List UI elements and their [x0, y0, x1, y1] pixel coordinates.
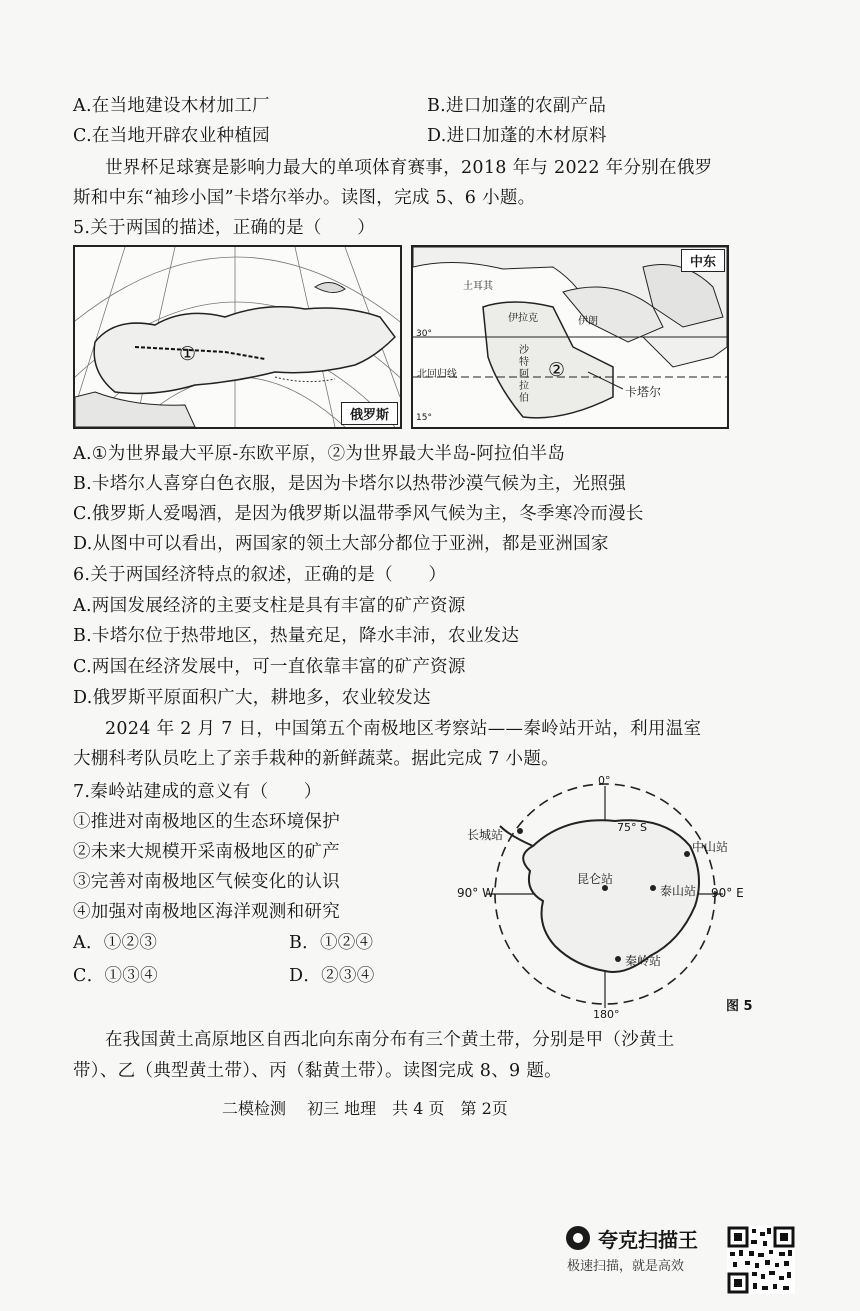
mideast-map [411, 245, 729, 429]
q7-option-c: C．①③④ [73, 966, 158, 986]
saudi-label: 沙特阿拉伯 [519, 345, 529, 404]
kunlun-label: 昆仑站 [577, 872, 614, 886]
mideast-label: 中东 [681, 249, 725, 272]
q6-stem: 6.关于两国经济特点的叙述，正确的是（ ） [73, 565, 447, 585]
scanner-brand [566, 1222, 721, 1272]
qr-code-icon [727, 1226, 795, 1294]
brand-logo-icon [566, 1226, 590, 1250]
q5-option-a: A.①为世界最大平原-东欧平原，②为世界最大半岛-阿拉伯半岛 [73, 444, 566, 464]
intro-5-6-line2: 斯和中东“袖珍小国”卡塔尔举办。读图，完成 5、6 小题。 [73, 188, 536, 208]
intro-7-line1: 2024 年 2 月 7 日，中国第五个南极地区考察站——秦岭站开站，利用温室 [105, 719, 702, 739]
q7-item-4: ④加强对南极地区海洋观测和研究 [73, 902, 340, 922]
brand-name: 夸克扫描王 [598, 1228, 698, 1252]
ant-bottom-label: 180° [593, 1008, 620, 1021]
changcheng-label: 长城站 [467, 828, 504, 842]
qinling-label: 秦岭站 [625, 954, 662, 968]
russia-map-drawing [75, 247, 400, 427]
tropic-label: 北回归线 [417, 369, 457, 380]
russia-map [73, 245, 402, 429]
intro-7-line2: 大棚科考队员吃上了亲手栽种的新鲜蔬菜。据此完成 7 小题。 [73, 749, 559, 769]
antarctic-map [455, 774, 755, 1021]
russia-label: 俄罗斯 [341, 402, 398, 425]
q7-option-a: A．①②③ [73, 933, 158, 953]
figure-caption: 图 5 [726, 999, 753, 1014]
intro-5-6-line1: 世界杯足球赛是影响力最大的单项体育赛事，2018 年与 2022 年分别在俄罗 [105, 158, 713, 178]
mideast-map-drawing [413, 247, 727, 427]
q5-option-c: C.俄罗斯人爱喝酒，是因为俄罗斯以温带季风气候为主，冬季寒冷而漫长 [73, 504, 644, 524]
q7-item-1: ①推进对南极地区的生态环境保护 [73, 812, 340, 832]
q7-option-b: B．①②④ [289, 933, 374, 953]
intro-8-9-line2: 带）、乙（典型黄土带）、丙（黏黄土带）。读图完成 8、9 题。 [73, 1061, 562, 1081]
iran-label: 伊朗 [578, 316, 598, 327]
lat15-label: 15° [416, 413, 432, 423]
q7-item-2: ②未来大规模开采南极地区的矿产 [73, 842, 340, 862]
q7-stem: 7.秦岭站建成的意义有（ ） [73, 782, 322, 802]
ant-top-label: 0° [598, 774, 611, 787]
q7-item-3: ③完善对南极地区气候变化的认识 [73, 872, 340, 892]
ant-west-label: 90° W [457, 886, 494, 900]
q4-option-c: C.在当地开辟农业种植园 [73, 126, 270, 146]
turkey-label: 土耳其 [463, 281, 493, 292]
page-footer: 二模检测 初三 地理 共 4 页 第 2页 [222, 1099, 508, 1118]
lat30-label: 30° [416, 329, 432, 339]
marker-1: ① [179, 343, 197, 365]
q6-option-c: C.两国在经济发展中，可一直依靠丰富的矿产资源 [73, 657, 466, 677]
ant-east-label: 90° E [711, 886, 744, 900]
taishan-label: 泰山站 [660, 884, 697, 898]
brand-slogan: 极速扫描，就是高效 [567, 1259, 685, 1274]
zhongshan-label: 中山站 [692, 840, 729, 854]
q5-option-b: B.卡塔尔人喜穿白色衣服，是因为卡塔尔以热带沙漠气候为主，光照强 [73, 474, 627, 494]
q5-stem: 5.关于两国的描述，正确的是（ ） [73, 218, 376, 238]
ant-lat-label: 75° S [617, 821, 647, 834]
q7-option-d: D．②③④ [289, 966, 375, 986]
q5-option-d: D.从图中可以看出，两国家的领土大部分都位于亚洲，都是亚洲国家 [73, 534, 609, 554]
q6-option-d: D.俄罗斯平原面积广大，耕地多，农业较发达 [73, 688, 431, 708]
q4-option-a: A.在当地建设木材加工厂 [73, 96, 270, 116]
q6-option-a: A.两国发展经济的主要支柱是具有丰富的矿产资源 [73, 596, 466, 616]
marker-2: ② [548, 359, 566, 381]
iraq-label: 伊拉克 [508, 313, 538, 324]
intro-8-9-line1: 在我国黄土高原地区自西北向东南分布有三个黄土带，分别是甲（沙黄土 [105, 1030, 675, 1050]
antarctic-map-drawing [455, 776, 755, 1016]
qatar-label: 卡塔尔 [625, 385, 662, 399]
q6-option-b: B.卡塔尔位于热带地区，热量充足，降水丰沛，农业发达 [73, 626, 520, 646]
q4-option-b: B.进口加蓬的农副产品 [427, 96, 607, 116]
q4-option-d: D.进口加蓬的木材原料 [427, 126, 607, 146]
